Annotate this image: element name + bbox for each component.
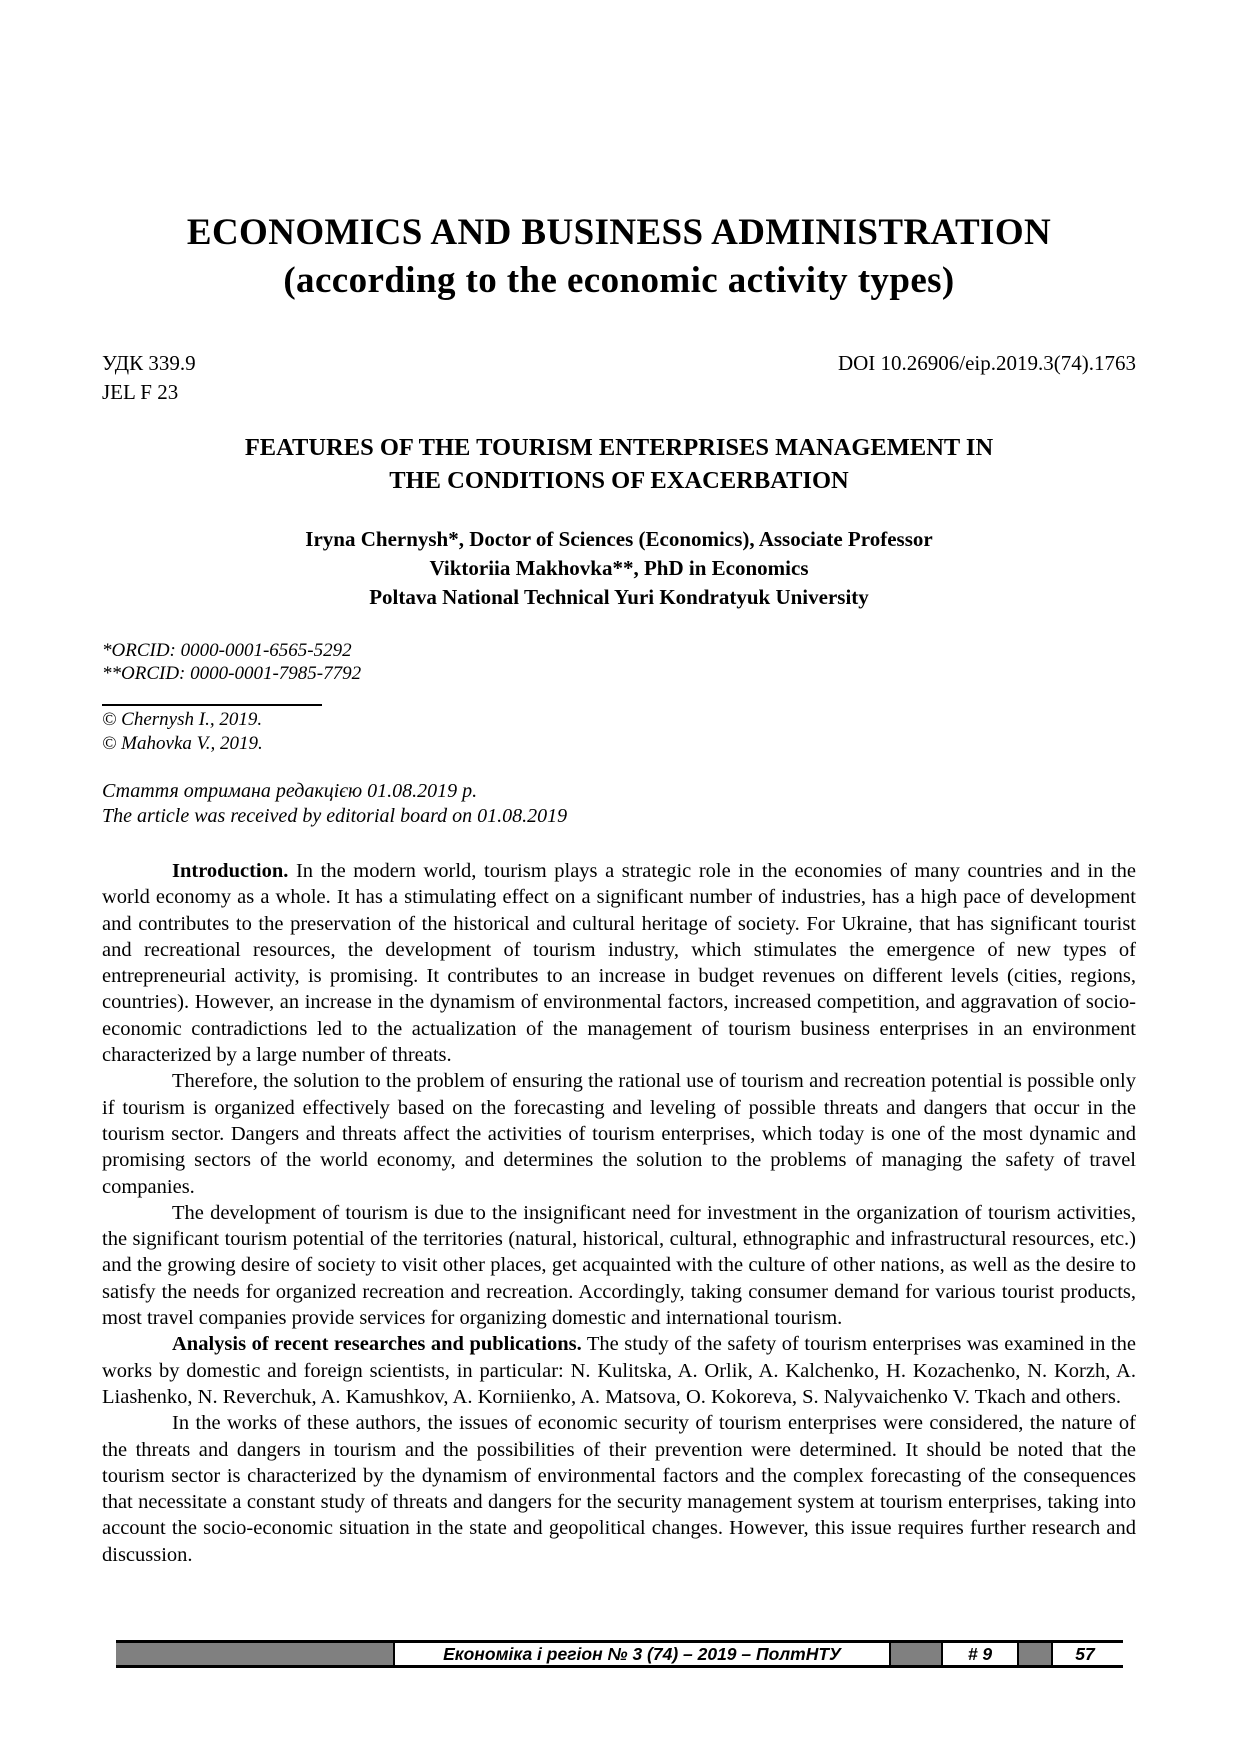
copyright-line: © Mahovka V., 2019. [102,733,263,754]
article-title-line2: THE CONDITIONS OF EXACERBATION [389,467,849,494]
paragraph-text: The study of the safety of tourism enterprises was examined in the works by domestic and foreign scientists, in particular: N. Kulitska, A. Orlik, A. Kalchenko, H. Kozachenko, N. Korzh, A. Liashenko, N. Reverchuk, A. Kamushkov, A. Korniienko, A. Matsova, O. Kokoreva, S. Nalyvaichenko V. Tkach and others. [102,1333,1136,1408]
authors-block [102,525,1136,612]
article-meta [102,349,1136,407]
affiliation-line: Poltava National Technical Yuri Kondratyuk University [369,585,869,609]
doi-code: DOI 10.26906/eip.2019.3(74).1763 [837,351,1136,375]
article-title-line1: FEATURES OF THE TOURISM ENTERPRISES MANAGEMENT IN [244,434,994,461]
paragraph-lead: Analysis of recent researches and publications. [172,1333,582,1356]
copyright-line: © Chernysh I., 2019. [102,709,263,730]
udc-code: УДК 339.9 [102,351,196,375]
paragraph-text: The development of tourism is due to the insignificant need for investment in the organization of tourism activities, the significant tourism potential of the territories (natural, historical, cultural, ethnographic and infrastructural resources, etc.) and the growing desire of society to visit other places, get acquainted with the culture of other nations, as well as the desire to satisfy the needs for organized recreation and recreation. Accordingly, taking consumer demand for various tourist products, most travel companies provide services for organizing domestic and international tourism. [102,1201,1136,1330]
jel-code: JEL F 23 [102,380,179,404]
paragraph-text: Therefore, the solution to the problem of ensuring the rational use of tourism and recreation potential is possible only if tourism is organized effectively based on the forecasting and leveling of possible threats and dangers that occur in the tourism sector. Dangers and threats affect the activities of tourism enterprises, which today is one of the most dynamic and promising sectors of the world economy, and determines the solution to the problems of managing the safety of travel companies. [102,1070,1136,1198]
paragraph [102,1068,1136,1199]
paragraph-text: In the works of these authors, the issues of economic security of tourism enterprises were considered, the nature of the threats and dangers in tourism and the possibilities of their prevention were determined. It should be noted that the tourism sector is characterized by the dynamism of environmental factors and the complex forecasting of the consequences that necessitate a constant study of threats and dangers for the security management system at tourism enterprises, taking into account the socio-economic situation in the state and geopolitical changes. However, this issue requires further research and discussion. [102,1412,1136,1566]
copyright-separator-line [102,704,322,706]
page-number: 57 [1051,1643,1117,1665]
paragraph-introduction [102,858,1136,1068]
page-footer-bar [116,1640,1123,1668]
author-line: Iryna Chernysh*, Doctor of Sciences (Economics), Associate Professor [305,527,933,551]
orcid-line: *ORCID: 0000-0001-6565-5292 [102,640,352,661]
footer-gray-spacer [116,1643,393,1665]
section-title-line1: ECONOMICS AND BUSINESS ADMINISTRATION [186,212,1052,253]
section-title-line2: (according to the economic activity types) [283,260,955,301]
section-title [102,0,1136,305]
orcid-line: **ORCID: 0000-0001-7985-7792 [102,663,362,684]
article-body [102,858,1136,1568]
footer-gray-spacer [1017,1643,1051,1665]
classification-codes [102,349,196,407]
copyright-block [102,708,1136,756]
paragraph-analysis [102,1331,1136,1410]
received-block [102,779,1136,829]
paragraph [102,1200,1136,1331]
author-line: Viktoriia Makhovka**, PhD in Economics [429,556,809,580]
received-date-en: The article was received by editorial board on 01.08.2019 [102,805,568,827]
paragraph [102,1410,1136,1568]
journal-title: Економіка і регіон № 3 (74) – 2019 – ПолтНТУ [393,1643,889,1665]
orcid-block [102,639,1136,685]
footer-gray-spacer [889,1643,941,1665]
article-title [102,431,1136,497]
issue-number: # 9 [941,1643,1017,1665]
received-date-uk: Стаття отримана редакцією 01.08.2019 р. [102,780,478,802]
paragraph-text: In the modern world, tourism plays a strategic role in the economies of many countries and in the world economy as a whole. It has a stimulating effect on a significant number of industries, has a high pace of development and contributes to the preservation of the historical and cultural heritage of society. For Ukraine, that has significant tourist and recreational resources, the development of tourism industry, which stimulates the emergence of new types of entrepreneurial activity, is promising. It contributes to an increase in budget revenues on different levels (cities, regions, countries). However, an increase in the dynamism of environmental factors, increased competition, and aggravation of socio-economic contradictions led to the actualization of the management of tourism business enterprises in an environment characterized by a large number of threats. [102,860,1136,1067]
paragraph-lead: Introduction. [172,860,289,882]
